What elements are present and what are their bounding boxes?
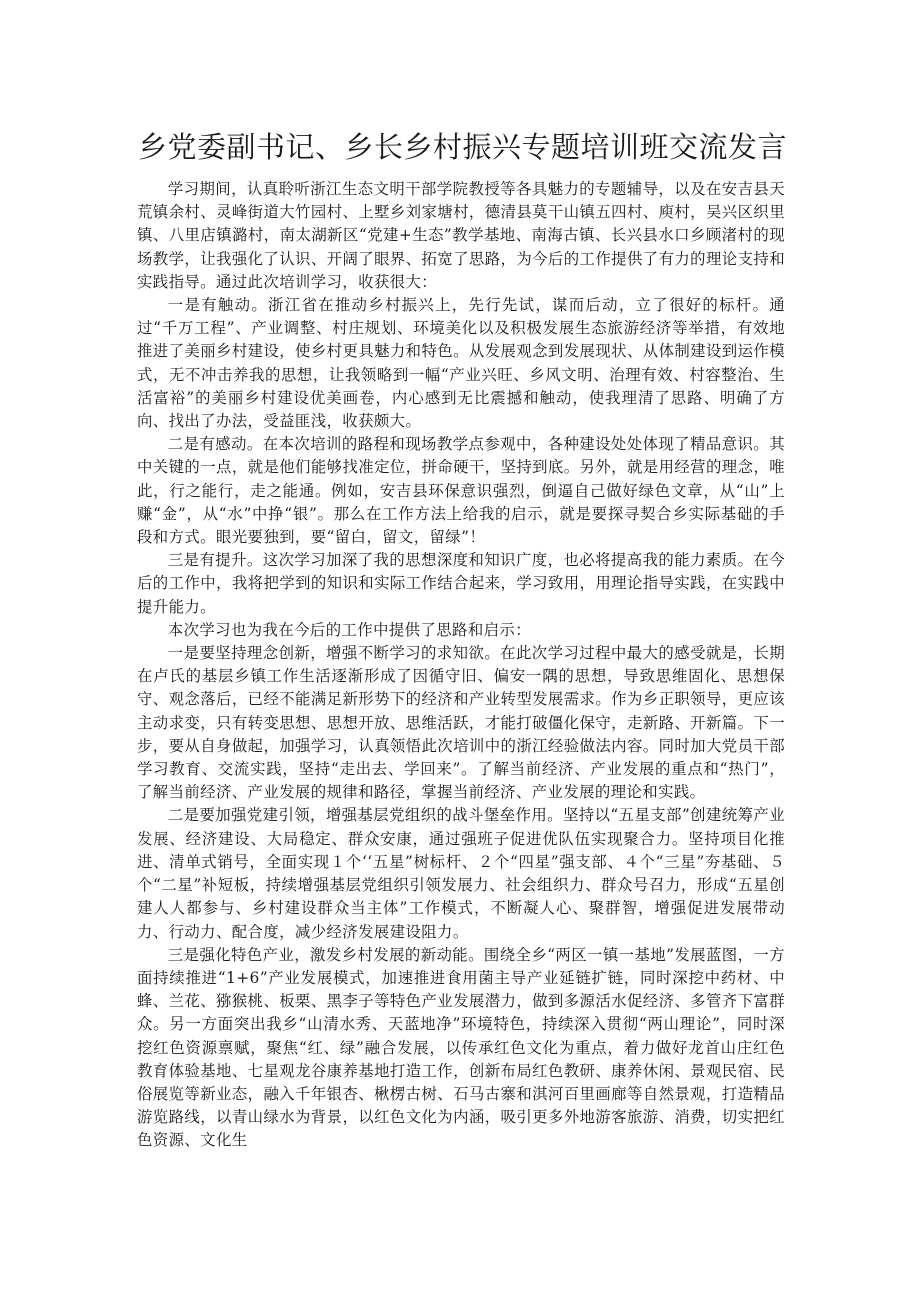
paragraph-touched: 一是有触动。浙江省在推动乡村振兴上，先行先试，谋而后动，立了很好的标杆。通过“千万工程”、产业调整、村庄规划、环境美化以及积极发展生态旅游经济等举措，有效地推进了美丽乡村建设，使乡村更具魅力和特色。从发展观念到发展现状、从体制建设到运作模式，无不冲击养我的思想，让我领略到一幅“产业兴旺、乡风文明、治理有效、村容整治、生活富裕”的美丽乡村建设优美画卷，内心感到无比震撼和触动，使我理清了思路、明确了方向、找出了办法，受益匪浅，收获颇大。 [137,296,785,431]
paragraph-party-building: 二是要加强党建引领，增强基层党组织的战斗堡垒作用。坚持以“五星支部”创建统筹产业发展、经济建设、大局稳定、群众安康，通过强班子促进优队伍实现聚合力。坚持项目化推进、清单式销号，全面实现１个‘‘五星”树标杆、２个“四星”强支部、４个“三星”夯基础、５个“二星”补短板，持续增强基层党组织引领发展力、社会组织力、群众号召力，形成“五星创建人人都参与、乡村建设群众当主体”工作模式，不断凝人心、聚群智，增强促进发展带动力、行动力、配合度，减少经济发展建设阻力。 [137,806,785,941]
intro-paragraph: 学习期间，认真聆听浙江生态文明干部学院教授等各具魅力的专题辅导，以及在安吉县天荒镇余村、灵峰街道大竹园村、上墅乡刘家塘村，德清县莫干山镇五四村、庾村，吴兴区织里镇、八里店镇潞村，南太湖新区“党建+生态”教学基地、南海古镇、长兴县水口乡顾渚村的现场教学，让我强化了认识、开阔了眼界、拓宽了思路，为今后的工作提供了有力的理论支持和实践指导。通过此次培训学习，收获很大： [137,180,785,291]
document-body [137,178,785,1153]
paragraph-featured-industry: 三是强化特色产业，激发乡村发展的新动能。围绕全乡“两区一镇一基地”发展蓝图，一方面持续推进“1+6”产业发展模式，加速推进食用菌主导产业延链扩链，同时深挖中药材、中蜂、兰花、猕猴桃、板栗、黑李子等特色产业发展潜力，做到多源活水促经济、多管齐下富群众。另一方面突出我乡“山清水秀、天蓝地净”环境特色，持续深入贯彻“两山理论”，同时深挖红色资源禀赋，聚焦“红、绿”融合发展，以传承红色文化为重点，着力做好龙首山庄红色教育体验基地、七星观龙谷康养基地打造工作，创新布局红色教研、康养休闲、景观民宿、民俗展览等新业态，融入千年银杏、楸楞古树、石马古寨和淇河百里画廊等自然景观，打造精品游览路线，以青山绿水为背景，以红色文化为内涵，吸引更多外地游客旅游、消费，切实把红色资源、文化生 [137,945,785,1150]
paragraph-inspiration-intro: 本次学习也为我在今后的工作中提供了思路和启示： [167,620,531,639]
document-title: 乡党委副书记、乡长乡村振兴专题培训班交流发言 [138,130,788,164]
paragraph-concept-innovation: 一是要坚持理念创新，增强不断学习的求知欲。在此次学习过程中最大的感受就是，长期在卢氏的基层乡镇工作生活逐渐形成了因循守旧、偏安一隅的思想，导致思维固化、思想保守、观念落后，已经不能满足新形势下的经济和产业转型发展需求。作为乡正职领导，更应该主动求变，只有转变思想、思想开放、思维活跃，才能打破僵化保守，走新路、开新篇。下一步，要从自身做起，加强学习，认真领悟此次培训中的浙江经验做法内容。同时加大党员干部学习教育、交流实践，坚持“走出去、学回来”。了解当前经济、产业发展的重点和“热门”，了解当前经济、产业发展的规律和路径，掌握当前经济、产业发展的理论和实践。 [137,644,785,802]
paragraph-moved: 二是有感动。在本次培训的路程和现场教学点参观中，各种建设处处体现了精品意识。其中关键的一点，就是他们能够找准定位，拼命硬干，坚持到底。另外，就是用经营的理念，唯此，行之能行，走之能通。例如，安吉县环保意识强烈，倒逼自己做好绿色文章，从“山”上赚“金”，从“水”中挣“银”。那么在工作方法上给我的启示，就是要探寻契合乡实际基础的手段和方式。眼光要独到，要“留白，留文，留绿”！ [137,435,785,547]
paragraph-improved: 三是有提升。这次学习加深了我的思想深度和知识广度，也必将提高我的能力素质。在今后的工作中，我将把学到的知识和实际工作结合起来，学习致用，用理论指导实践，在实践中提升能力。 [137,551,785,616]
